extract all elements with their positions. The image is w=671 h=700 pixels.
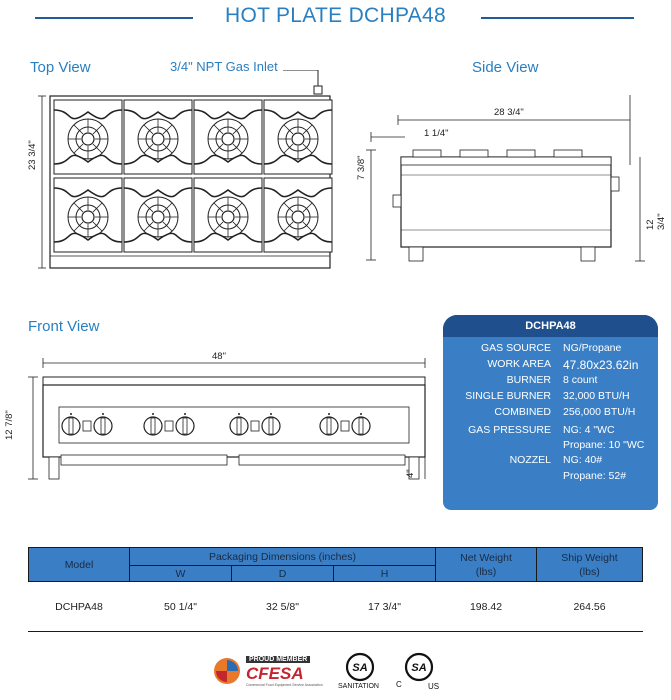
csa-icon — [404, 652, 434, 682]
cfesa-top-text: PROUD MEMBER — [246, 656, 310, 663]
side-offset-dimension: 1 1/4" — [424, 128, 449, 139]
ship-weight-header: Ship Weight (lbs) — [537, 548, 643, 582]
w-header: W — [130, 566, 232, 582]
net-weight-header: Net Weight (lbs) — [436, 548, 537, 582]
svg-text:SA: SA — [411, 662, 427, 674]
spec-model: DCHPA48 — [443, 315, 658, 337]
front-height-dimension: 12 7/8" — [4, 410, 15, 440]
row-w: 50 1/4" — [164, 600, 197, 613]
table-bottom-rule — [28, 631, 643, 632]
row-net: 198.42 — [469, 600, 503, 613]
d-header: D — [232, 566, 334, 582]
packaging-table — [28, 547, 643, 632]
burner-grate — [124, 100, 192, 174]
sanitation-label: SANITATION — [338, 683, 379, 690]
title-rule-right — [481, 17, 634, 19]
top-view-drawing — [30, 70, 340, 280]
gas-inlet-label: 3/4" NPT Gas Inlet — [170, 59, 278, 74]
row-model: DCHPA48 — [55, 600, 103, 613]
cfesa-sub: Commercial Food Equipment Service Association — [246, 683, 323, 687]
page-title: HOT PLATE DCHPA48 — [225, 4, 446, 27]
burner-grate — [194, 100, 262, 174]
top-view-label: Top View — [30, 59, 91, 76]
h-header: H — [334, 566, 436, 582]
csa-sanitation-logo — [338, 652, 382, 692]
packaging-header: Packaging Dimensions (inches) — [130, 548, 436, 566]
burner-grate — [54, 178, 122, 252]
csa-icon — [345, 652, 375, 682]
cfesa-emblem-icon — [212, 656, 242, 686]
burner-grate — [124, 178, 192, 252]
burner-grate — [54, 100, 122, 174]
burner-grate — [264, 100, 332, 174]
svg-text:SA: SA — [352, 662, 368, 674]
cfesa-logo — [212, 654, 324, 688]
us-mark: US — [428, 682, 440, 691]
csa-us-logo — [396, 652, 442, 692]
side-view-drawing — [365, 95, 645, 275]
front-width-dimension: 48" — [212, 351, 226, 362]
side-width-dimension: 28 3/4" — [494, 107, 524, 118]
row-d: 32 5/8" — [266, 600, 299, 613]
cfesa-name: CFESA — [246, 664, 304, 683]
spec-box: DCHPA48 GAS SOURCE NG/Propane WORK AREA 47.80x23.62in BURNER 8 count SINGLE BURNER 32,000 BTU/H COMBINED 256,000 BTU/H GAS PRESSURE NG: 4 "WC Propane: 10 "WC NOZZEL NG: 40# Propane: 52# — [443, 315, 658, 510]
front-leg-dimension: 4" — [405, 469, 416, 478]
row-ship: 264.56 — [573, 600, 606, 613]
top-depth-dimension: 23 3/4" — [27, 140, 38, 170]
model-header: Model — [29, 548, 130, 582]
row-h: 17 3/4" — [368, 600, 401, 613]
burner-grate — [194, 178, 262, 252]
burner-grate — [264, 178, 332, 252]
side-view-label: Side View — [472, 59, 539, 76]
front-view-drawing — [25, 355, 435, 490]
table-row — [29, 582, 643, 632]
side-total-height-dimension: 12 3/4" — [645, 213, 667, 230]
side-body-height-dimension: 7 3/8" — [356, 155, 367, 180]
front-view-label: Front View — [28, 318, 100, 335]
c-mark: C — [396, 680, 402, 689]
